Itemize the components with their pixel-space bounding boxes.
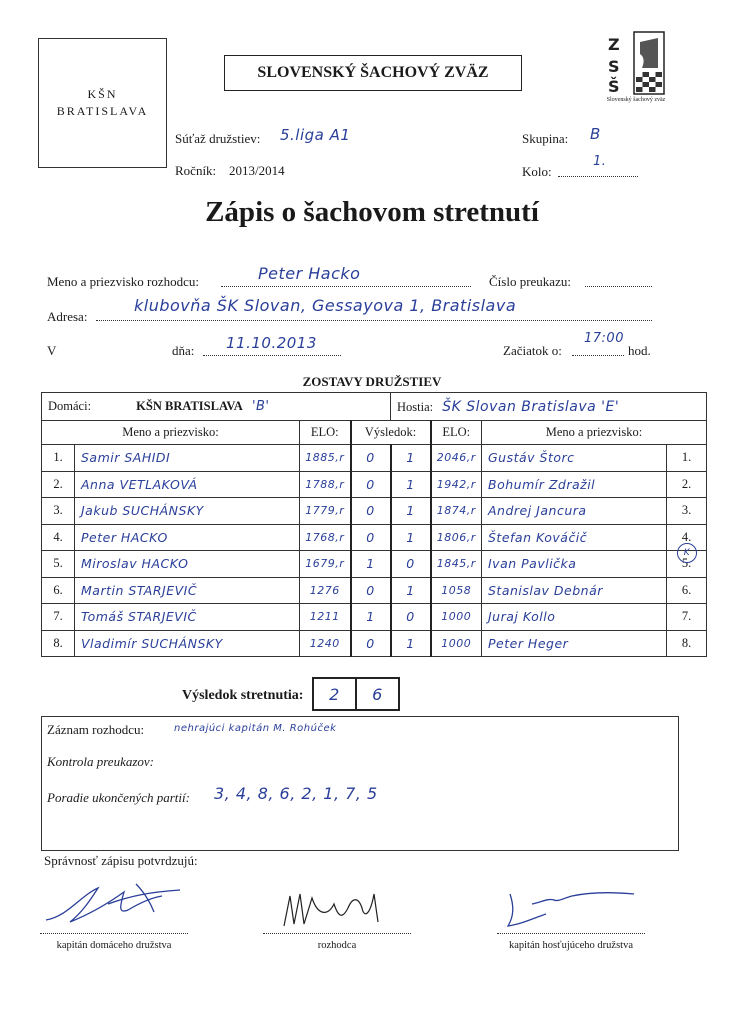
home-elo: 1768,r (300, 524, 351, 551)
group-label: Skupina: (522, 131, 569, 146)
page-title: Zápis o šachovom stretnutí (205, 196, 539, 228)
guest-player: Ivan Pavlička (482, 551, 667, 578)
referee-signature (278, 886, 388, 934)
guest-player: Štefan Kováčič (482, 524, 667, 551)
guest-board-number: 8. (667, 630, 707, 657)
card-field (585, 270, 652, 287)
guest-elo: 1058 (431, 577, 482, 604)
guest-board-number: 6. (667, 577, 707, 604)
guest-result: 0 (391, 604, 431, 631)
final-result-label: Výsledok stretnutia: (182, 688, 304, 703)
guest-board-number: 5. (667, 551, 707, 578)
guest-team-cell (391, 393, 707, 421)
guest-result: 1 (391, 498, 431, 525)
table-row (42, 630, 707, 657)
start-value: 17:00 (584, 331, 624, 346)
guest-board-number: 1. (667, 445, 707, 472)
home-captain-signature (40, 874, 200, 930)
address-label: Adresa: (47, 309, 88, 324)
round-value: 1. (593, 154, 607, 169)
svg-text:Š: Š (608, 77, 620, 96)
guest-label: Hostia: (397, 399, 434, 414)
guest-elo: 1806,r (431, 524, 482, 551)
referee-signature-line (263, 933, 411, 934)
referee-notes-box (41, 716, 679, 851)
final-home-score: 2 (314, 679, 357, 709)
table-row (42, 604, 707, 631)
guest-elo: 2046,r (431, 445, 482, 472)
guest-player: Andrej Jancura (482, 498, 667, 525)
guest-elo: 1845,r (431, 551, 482, 578)
order-label: Poradie ukončených partií: (47, 790, 190, 805)
record-value: nehrajúci kapitán M. Rohúček (174, 723, 337, 734)
roster-title: ZOSTAVY DRUŽSTIEV (302, 374, 442, 389)
start-label: Začiatok o: (503, 343, 562, 358)
hours-label: hod. (628, 343, 651, 358)
federation-logo-icon (600, 28, 672, 108)
confirm-label: Správnosť zápisu potvrdzujú: (44, 853, 198, 868)
guest-elo: 1874,r (431, 498, 482, 525)
guest-board-number: 2. (667, 471, 707, 498)
home-player: Tomáš STARJEVIČ (75, 604, 300, 631)
home-player: Vladimír SUCHÁNSKY (75, 630, 300, 657)
home-elo: 1779,r (300, 498, 351, 525)
guest-elo-header: ELO: (431, 421, 482, 445)
home-elo: 1276 (300, 577, 351, 604)
board-number: 6. (42, 577, 75, 604)
home-result: 0 (351, 577, 391, 604)
table-row (42, 551, 707, 578)
home-player: Peter HACKO (75, 524, 300, 551)
guest-name-header: Meno a priezvisko: (482, 421, 707, 445)
record-label: Záznam rozhodcu: (47, 722, 145, 737)
guest-player: Gustáv Štorc (482, 445, 667, 472)
federation-heading: SLOVENSKÝ ŠACHOVÝ ZVÄZ (224, 55, 522, 91)
club-stamp-box (38, 38, 167, 168)
svg-text:S: S (608, 57, 620, 76)
board-number: 4. (42, 524, 75, 551)
home-player: Jakub SUCHÁNSKY (75, 498, 300, 525)
club-line-2: BRATISLAVA (56, 104, 149, 118)
svg-text:Z: Z (608, 35, 620, 54)
table-row (42, 471, 707, 498)
board-number: 2. (42, 471, 75, 498)
home-result: 0 (351, 498, 391, 525)
margin-note-mark: K (677, 543, 697, 563)
guest-signature-line (497, 933, 645, 934)
home-result: 0 (351, 630, 391, 657)
guest-player: Juraj Kollo (482, 604, 667, 631)
home-result: 0 (351, 524, 391, 551)
guest-result: 1 (391, 524, 431, 551)
home-result: 0 (351, 445, 391, 472)
guest-elo: 1000 (431, 604, 482, 631)
guest-captain-signature (494, 880, 644, 932)
logo-caption: Slovenský šachový zväz (606, 97, 666, 103)
guest-result: 1 (391, 471, 431, 498)
guest-elo: 1942,r (431, 471, 482, 498)
place-label: V (47, 343, 57, 358)
table-row (42, 524, 707, 551)
final-result-box (312, 677, 400, 711)
referee-name-value: Peter Hacko (258, 264, 361, 283)
home-result: 0 (351, 471, 391, 498)
board-number: 3. (42, 498, 75, 525)
home-elo: 1679,r (300, 551, 351, 578)
final-guest-score: 6 (372, 684, 383, 704)
day-value: 11.10.2013 (226, 334, 317, 352)
board-number: 8. (42, 630, 75, 657)
home-elo: 1240 (300, 630, 351, 657)
referee-name-label: Meno a priezvisko rozhodcu: (47, 274, 199, 289)
card-label: Číslo preukazu: (489, 274, 571, 289)
guest-player: Bohumír Zdražil (482, 471, 667, 498)
order-value: 3, 4, 8, 6, 2, 1, 7, 5 (214, 784, 378, 803)
year-label: Ročník: (175, 163, 217, 178)
home-label: Domáci: (48, 399, 92, 413)
control-label: Kontrola preukazov: (47, 754, 154, 769)
home-elo: 1788,r (300, 471, 351, 498)
guest-captain-caption: kapitán hosťujúceho družstva (508, 940, 634, 951)
board-number: 5. (42, 551, 75, 578)
board-number: 7. (42, 604, 75, 631)
home-elo-header: ELO: (300, 421, 351, 445)
home-result: 1 (351, 604, 391, 631)
home-name-header: Meno a priezvisko: (42, 421, 300, 445)
competition-value: 5.liga A1 (280, 126, 351, 144)
competition-label: Súťaž družstiev: (175, 131, 261, 146)
result-header: Výsledok: (351, 421, 431, 445)
board-number: 1. (42, 445, 75, 472)
home-team-name: KŠN BRATISLAVA (136, 399, 243, 413)
group-value: B (590, 125, 601, 143)
address-value: klubovňa ŠK Slovan, Gessayova 1, Bratislava (134, 296, 517, 315)
home-player: Samir SAHIDI (75, 445, 300, 472)
referee-caption: rozhodca (317, 940, 357, 951)
guest-elo: 1000 (431, 630, 482, 657)
table-row (42, 445, 707, 472)
home-team-suffix: 'B' (251, 399, 270, 414)
home-player: Anna VETLAKOVÁ (75, 471, 300, 498)
year-value: 2013/2014 (229, 163, 285, 178)
guest-result: 1 (391, 577, 431, 604)
table-row (42, 577, 707, 604)
home-team-cell (42, 393, 391, 421)
club-line-1: KŠN (87, 87, 118, 101)
guest-board-number: 4. (667, 524, 707, 551)
guest-player: Stanislav Debnár (482, 577, 667, 604)
home-captain-caption: kapitán domáceho družstva (56, 940, 172, 951)
guest-board-number: 3. (667, 498, 707, 525)
guest-result: 1 (391, 630, 431, 657)
guest-result: 1 (391, 445, 431, 472)
roster-team-row (42, 393, 707, 421)
roster-header-row (42, 421, 707, 445)
home-player: Martin STARJEVIČ (75, 577, 300, 604)
guest-player: Peter Heger (482, 630, 667, 657)
round-label: Kolo: (522, 164, 552, 179)
guest-team-name: ŠK Slovan Bratislava 'E' (442, 398, 620, 415)
roster-table (41, 392, 707, 657)
home-signature-line (40, 933, 188, 934)
home-player: Miroslav HACKO (75, 551, 300, 578)
home-elo: 1885,r (300, 445, 351, 472)
table-row (42, 498, 707, 525)
home-result: 1 (351, 551, 391, 578)
guest-result: 0 (391, 551, 431, 578)
day-label: dňa: (172, 343, 195, 358)
home-elo: 1211 (300, 604, 351, 631)
guest-board-number: 7. (667, 604, 707, 631)
